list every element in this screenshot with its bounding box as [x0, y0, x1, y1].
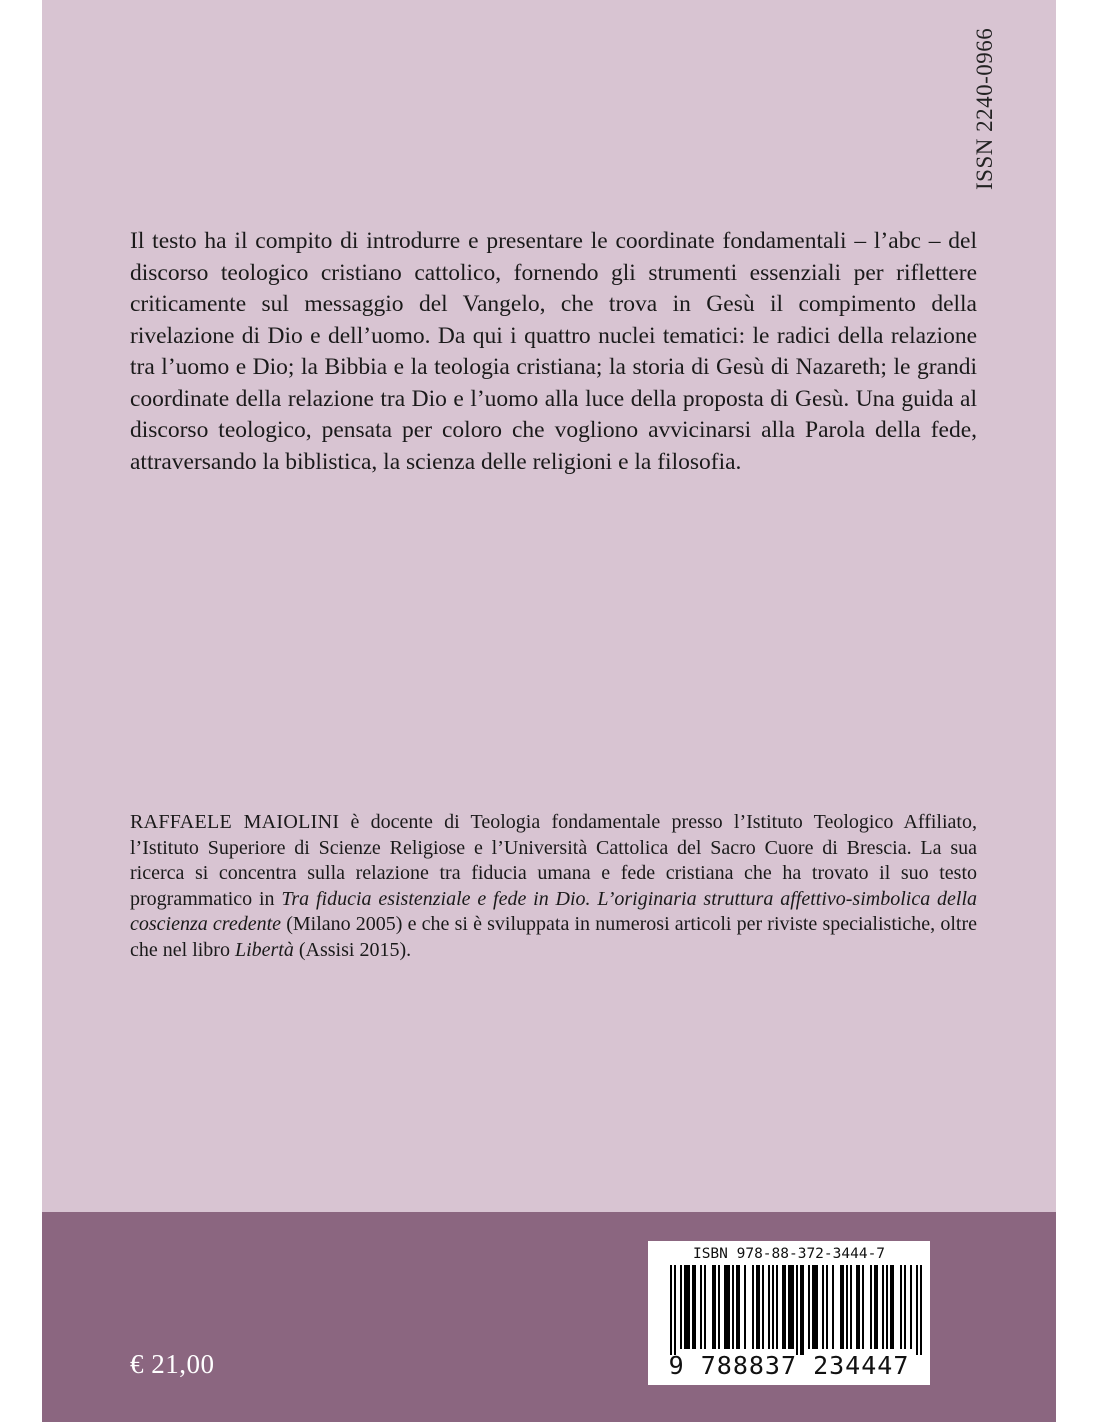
barcode-bar	[776, 1265, 778, 1349]
barcode-bar	[800, 1265, 804, 1355]
author-book-title-1: Tra fiducia esistenziale e fede in Dio. L’originaria struttura affettivo-simbolica della coscienza credente	[130, 887, 978, 935]
barcode-bar	[680, 1265, 682, 1349]
barcode-bar	[712, 1265, 716, 1349]
barcode-bar	[812, 1265, 818, 1349]
barcode-bar	[808, 1265, 810, 1349]
barcode-bar	[768, 1265, 770, 1349]
back-cover	[42, 0, 1056, 1422]
barcode-bar	[744, 1265, 746, 1349]
barcode-bar	[736, 1265, 740, 1349]
author-book-title-2: Libertà	[234, 938, 294, 961]
barcode-bar	[822, 1265, 824, 1349]
barcode-image	[670, 1265, 922, 1355]
barcode-bar	[796, 1265, 798, 1355]
barcode-bar	[724, 1265, 730, 1349]
barcode-bar	[904, 1265, 906, 1349]
book-blurb: Il testo ha il compito di introdurre e presentare le coordinate fondamentali – l’abc – del discorso teologico cristiano cattolico, fornendo gli strumenti essenziali per riflettere criticamente sul messaggio del Vangelo, che trova in Gesù il compimento della rivelazione di Dio e dell’uomo. Da qui i quattro nuclei tematici: le radici della relazione tra l’uomo e Dio; la Bibbia e la teologia cristiana; la storia di Gesù di Nazareth; le grandi coordinate della relazione tra Dio e l’uomo alla luce della proposta di Gesù. Una guida al discorso teologico, pensata per coloro che vogliono avvicinarsi alla Parola della fede, attraversando la biblistica, la scienza delle religioni e la filosofia.	[130, 228, 977, 475]
barcode-bar	[916, 1265, 918, 1355]
barcode-bar	[752, 1265, 754, 1349]
barcode-bar	[850, 1265, 852, 1349]
barcode-bar	[846, 1265, 848, 1349]
barcode-bar	[692, 1265, 696, 1349]
barcode-bar	[704, 1265, 706, 1349]
barcode-bar	[900, 1265, 902, 1349]
author-name: RAFFAELE MAIOLINI	[130, 811, 340, 833]
barcode-bar	[826, 1265, 828, 1349]
barcode-bar	[870, 1265, 872, 1349]
barcode-bar	[782, 1265, 786, 1349]
barcode-bar	[920, 1265, 922, 1355]
barcode-bar	[886, 1265, 888, 1349]
author-bio	[130, 810, 977, 963]
barcode-bar	[684, 1265, 690, 1349]
author-bio-text-1: è docente di Teologia fondamentale presso l’Istituto Teologico Affiliato, l’Istituto Superiore di Scienze Religiose e l’Università Cattolica del Sacro Cuore di Brescia. La sua ricerca si concentra sulla relazione tra fiducia umana e fede cristiana che ha trovato il suo testo programmatico in	[130, 811, 977, 910]
barcode-bar	[700, 1265, 702, 1349]
barcode-digits: 9 788837 234447	[668, 1351, 910, 1380]
barcode-bar	[670, 1265, 672, 1355]
author-bio-text-3: (Assisi 2015).	[293, 938, 412, 961]
barcode-bar	[882, 1265, 884, 1349]
barcode-bar	[718, 1265, 720, 1349]
barcode-bar	[756, 1265, 760, 1349]
barcode-bar	[910, 1265, 912, 1349]
barcode-bar	[862, 1265, 864, 1349]
barcode-bar	[840, 1265, 844, 1349]
author-bio-text-2: (Milano 2005) e che si è sviluppata in numerosi articoli per riviste specialistiche, oltre che nel libro	[130, 913, 977, 961]
barcode-bar	[788, 1265, 794, 1349]
barcode-bar	[732, 1265, 734, 1349]
price-label: € 21,00	[130, 1349, 215, 1379]
barcode-panel	[648, 1241, 930, 1385]
barcode-bar	[762, 1265, 764, 1349]
barcode-bar	[874, 1265, 878, 1349]
barcode-bar	[856, 1265, 860, 1349]
isbn-label: ISBN 978-88-372-3444-7	[692, 1246, 886, 1262]
barcode-bar	[890, 1265, 894, 1349]
barcode-bar	[832, 1265, 834, 1349]
issn-vertical-text: ISSN 2240-0966	[972, 27, 997, 190]
barcode-bar	[674, 1265, 676, 1355]
barcode-bar	[772, 1265, 774, 1349]
